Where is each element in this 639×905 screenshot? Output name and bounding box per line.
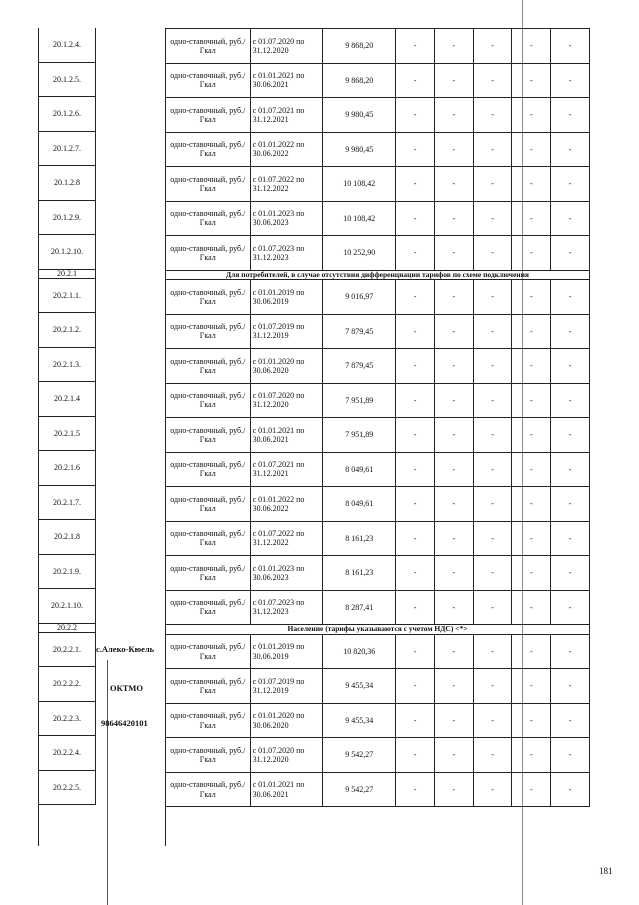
tariff-type-cell: одно-ставочный, руб./Гкал — [166, 669, 251, 704]
row-id: 20.2.1 — [38, 270, 96, 279]
empty-dash-cell: - — [551, 383, 590, 418]
empty-dash-cell: - — [512, 590, 551, 625]
tariff-value-cell: 10 252,90 — [323, 236, 396, 271]
table-row — [166, 383, 590, 418]
tariff-value-cell: 9 455,34 — [323, 703, 396, 738]
period-cell: с 01.07.2020 по 31.12.2020 — [250, 29, 323, 64]
table-row — [166, 167, 590, 202]
empty-dash-cell: - — [396, 556, 435, 591]
scan-line — [107, 660, 108, 905]
empty-dash-cell: - — [551, 132, 590, 167]
empty-dash-cell: - — [512, 167, 551, 202]
row-id: 20.2.2 — [38, 624, 96, 633]
tariff-type-cell: одно-ставочный, руб./Гкал — [166, 236, 251, 271]
empty-dash-cell: - — [434, 590, 473, 625]
empty-dash-cell: - — [434, 349, 473, 384]
empty-dash-cell: - — [396, 452, 435, 487]
tariff-value-cell: 7 879,45 — [323, 349, 396, 384]
section-header: Для потребителей, в случае отсутствия дифференциации тарифов по схеме подключения — [166, 270, 590, 280]
empty-dash-cell: - — [551, 280, 590, 315]
tariff-value-cell: 7 951,89 — [323, 418, 396, 453]
empty-dash-cell: - — [551, 167, 590, 202]
empty-dash-cell: - — [551, 634, 590, 669]
empty-dash-cell: - — [551, 452, 590, 487]
empty-dash-cell: - — [434, 772, 473, 807]
table-row — [166, 63, 590, 98]
tariff-value-cell: 9 868,20 — [323, 63, 396, 98]
empty-dash-cell: - — [434, 738, 473, 773]
oktmo-code: 98646420101 — [101, 718, 148, 728]
empty-dash-cell: - — [473, 314, 512, 349]
tariff-table — [165, 28, 590, 807]
period-cell: с 01.01.2019 по 30.06.2019 — [250, 280, 323, 315]
period-cell: с 01.07.2021 по 31.12.2021 — [250, 98, 323, 133]
section-header: Население (тарифы указываются с учетом НДС) <*> — [166, 625, 590, 635]
period-cell: с 01.01.2020 по 30.06.2020 — [250, 703, 323, 738]
table-row — [166, 556, 590, 591]
tariff-value-cell: 9 542,27 — [323, 772, 396, 807]
period-cell: с 01.01.2023 по 30.06.2023 — [250, 201, 323, 236]
empty-dash-cell: - — [434, 383, 473, 418]
tariff-value-cell: 10 820,36 — [323, 634, 396, 669]
row-id: 20.2.2.1. — [38, 633, 96, 668]
empty-dash-cell: - — [434, 634, 473, 669]
empty-dash-cell: - — [473, 452, 512, 487]
empty-dash-cell: - — [512, 314, 551, 349]
table-row — [166, 772, 590, 807]
tariff-type-cell: одно-ставочный, руб./Гкал — [166, 314, 251, 349]
empty-dash-cell: - — [512, 383, 551, 418]
tariff-type-cell: одно-ставочный, руб./Гкал — [166, 29, 251, 64]
empty-dash-cell: - — [434, 556, 473, 591]
tariff-value-cell: 8 049,61 — [323, 452, 396, 487]
tariff-type-cell: одно-ставочный, руб./Гкал — [166, 201, 251, 236]
period-cell: с 01.07.2019 по 31.12.2019 — [250, 314, 323, 349]
empty-dash-cell: - — [473, 772, 512, 807]
empty-dash-cell: - — [512, 98, 551, 133]
empty-dash-cell: - — [551, 236, 590, 271]
period-cell: с 01.01.2021 по 30.06.2021 — [250, 772, 323, 807]
period-cell: с 01.07.2021 по 31.12.2021 — [250, 452, 323, 487]
empty-dash-cell: - — [473, 738, 512, 773]
tariff-type-cell: одно-ставочный, руб./Гкал — [166, 556, 251, 591]
empty-dash-cell: - — [434, 236, 473, 271]
empty-dash-cell: - — [396, 738, 435, 773]
empty-dash-cell: - — [434, 132, 473, 167]
row-id: 20.1.2.10. — [38, 235, 96, 270]
empty-dash-cell: - — [512, 669, 551, 704]
empty-dash-cell: - — [434, 487, 473, 522]
table-row — [166, 669, 590, 704]
tariff-value-cell: 9 980,45 — [323, 98, 396, 133]
empty-dash-cell: - — [473, 634, 512, 669]
table-row — [166, 132, 590, 167]
empty-dash-cell: - — [434, 280, 473, 315]
empty-dash-cell: - — [396, 201, 435, 236]
tariff-value-cell: 8 161,23 — [323, 556, 396, 591]
empty-dash-cell: - — [396, 383, 435, 418]
tariff-type-cell: одно-ставочный, руб./Гкал — [166, 521, 251, 556]
empty-dash-cell: - — [512, 452, 551, 487]
section-header-row — [166, 625, 590, 635]
empty-dash-cell: - — [512, 349, 551, 384]
empty-dash-cell: - — [551, 29, 590, 64]
empty-dash-cell: - — [396, 98, 435, 133]
tariff-type-cell: одно-ставочный, руб./Гкал — [166, 167, 251, 202]
empty-dash-cell: - — [473, 418, 512, 453]
table-row — [166, 521, 590, 556]
tariff-value-cell: 8 049,61 — [323, 487, 396, 522]
tariff-type-cell: одно-ставочный, руб./Гкал — [166, 63, 251, 98]
empty-dash-cell: - — [512, 703, 551, 738]
row-id: 20.2.2.2. — [38, 667, 96, 702]
section-header-row — [166, 270, 590, 280]
tariff-type-cell: одно-ставочный, руб./Гкал — [166, 280, 251, 315]
empty-dash-cell: - — [434, 703, 473, 738]
tariff-type-cell: одно-ставочный, руб./Гкал — [166, 738, 251, 773]
row-id: 20.2.2.3. — [38, 702, 96, 737]
empty-dash-cell: - — [512, 132, 551, 167]
tariff-value-cell: 8 161,23 — [323, 521, 396, 556]
tariff-type-cell: одно-ставочный, руб./Гкал — [166, 132, 251, 167]
tariff-value-cell: 10 108,42 — [323, 201, 396, 236]
period-cell: с 01.07.2019 по 31.12.2019 — [250, 669, 323, 704]
table-row — [166, 314, 590, 349]
tariff-type-cell: одно-ставочный, руб./Гкал — [166, 772, 251, 807]
tariff-type-cell: одно-ставочный, руб./Гкал — [166, 487, 251, 522]
empty-dash-cell: - — [473, 98, 512, 133]
empty-dash-cell: - — [473, 236, 512, 271]
empty-dash-cell: - — [434, 418, 473, 453]
empty-dash-cell: - — [396, 487, 435, 522]
period-cell: с 01.01.2021 по 30.06.2021 — [250, 418, 323, 453]
period-cell: с 01.07.2023 по 31.12.2023 — [250, 236, 323, 271]
oktmo-label: ОКТМО — [110, 683, 143, 693]
empty-dash-cell: - — [396, 63, 435, 98]
row-id: 20.2.1.5 — [38, 417, 96, 452]
tariff-type-cell: одно-ставочный, руб./Гкал — [166, 590, 251, 625]
empty-dash-cell: - — [396, 418, 435, 453]
empty-dash-cell: - — [396, 167, 435, 202]
empty-dash-cell: - — [551, 521, 590, 556]
empty-dash-cell: - — [512, 418, 551, 453]
empty-dash-cell: - — [473, 521, 512, 556]
table-row — [166, 452, 590, 487]
empty-dash-cell: - — [396, 236, 435, 271]
empty-dash-cell: - — [551, 418, 590, 453]
row-id: 20.1.2.6. — [38, 97, 96, 132]
empty-dash-cell: - — [473, 29, 512, 64]
period-cell: с 01.01.2020 по 30.06.2020 — [250, 349, 323, 384]
empty-dash-cell: - — [512, 772, 551, 807]
empty-dash-cell: - — [551, 556, 590, 591]
tariff-type-cell: одно-ставочный, руб./Гкал — [166, 349, 251, 384]
empty-dash-cell: - — [551, 487, 590, 522]
empty-dash-cell: - — [473, 201, 512, 236]
tariff-value-cell: 7 951,89 — [323, 383, 396, 418]
empty-dash-cell: - — [512, 201, 551, 236]
empty-dash-cell: - — [512, 556, 551, 591]
tariff-type-cell: одно-ставочный, руб./Гкал — [166, 98, 251, 133]
empty-dash-cell: - — [434, 98, 473, 133]
period-cell: с 01.01.2021 по 30.06.2021 — [250, 63, 323, 98]
row-id: 20.1.2.4. — [38, 28, 96, 63]
empty-dash-cell: - — [473, 556, 512, 591]
empty-dash-cell: - — [434, 63, 473, 98]
empty-dash-cell: - — [434, 29, 473, 64]
table-row — [166, 201, 590, 236]
empty-dash-cell: - — [473, 280, 512, 315]
empty-dash-cell: - — [396, 314, 435, 349]
period-cell: с 01.01.2019 по 30.06.2019 — [250, 634, 323, 669]
table-row — [166, 29, 590, 64]
period-cell: с 01.07.2020 по 31.12.2020 — [250, 383, 323, 418]
empty-dash-cell: - — [551, 738, 590, 773]
empty-dash-cell: - — [473, 63, 512, 98]
empty-dash-cell: - — [473, 590, 512, 625]
period-cell: с 01.01.2022 по 30.06.2022 — [250, 487, 323, 522]
row-id: 20.2.1.4 — [38, 382, 96, 417]
tariff-type-cell: одно-ставочный, руб./Гкал — [166, 418, 251, 453]
tariff-value-cell: 10 108,42 — [323, 167, 396, 202]
empty-dash-cell: - — [396, 772, 435, 807]
empty-dash-cell: - — [512, 236, 551, 271]
row-id: 20.1.2.5. — [38, 63, 96, 98]
row-id: 20.2.1.9. — [38, 555, 96, 590]
period-cell: с 01.07.2023 по 31.12.2023 — [250, 590, 323, 625]
table-row — [166, 418, 590, 453]
tariff-value-cell: 9 455,34 — [323, 669, 396, 704]
table-row — [166, 98, 590, 133]
tariff-type-cell: одно-ставочный, руб./Гкал — [166, 703, 251, 738]
empty-dash-cell: - — [473, 669, 512, 704]
tariff-type-cell: одно-ставочный, руб./Гкал — [166, 634, 251, 669]
empty-dash-cell: - — [434, 167, 473, 202]
tariff-value-cell: 9 868,20 — [323, 29, 396, 64]
empty-dash-cell: - — [551, 772, 590, 807]
empty-dash-cell: - — [512, 738, 551, 773]
table-row — [166, 590, 590, 625]
empty-dash-cell: - — [551, 201, 590, 236]
empty-dash-cell: - — [473, 167, 512, 202]
period-cell: с 01.07.2022 по 31.12.2022 — [250, 521, 323, 556]
empty-dash-cell: - — [512, 521, 551, 556]
empty-dash-cell: - — [396, 132, 435, 167]
empty-dash-cell: - — [434, 314, 473, 349]
row-id: 20.2.2.5. — [38, 771, 96, 806]
empty-dash-cell: - — [434, 452, 473, 487]
tariff-value-cell: 9 980,45 — [323, 132, 396, 167]
period-cell: с 01.07.2022 по 31.12.2022 — [250, 167, 323, 202]
page-number: 181 — [599, 866, 613, 876]
empty-dash-cell: - — [396, 280, 435, 315]
empty-dash-cell: - — [396, 349, 435, 384]
row-id: 20.2.1.2. — [38, 313, 96, 348]
empty-dash-cell: - — [473, 487, 512, 522]
row-id: 20.2.1.10. — [38, 589, 96, 624]
tariff-value-cell: 9 542,27 — [323, 738, 396, 773]
empty-dash-cell: - — [512, 63, 551, 98]
row-id: 20.2.1.7. — [38, 486, 96, 521]
empty-dash-cell: - — [551, 314, 590, 349]
empty-dash-cell: - — [434, 521, 473, 556]
empty-dash-cell: - — [512, 280, 551, 315]
empty-dash-cell: - — [473, 383, 512, 418]
tariff-type-cell: одно-ставочный, руб./Гкал — [166, 452, 251, 487]
row-id: 20.2.1.3. — [38, 348, 96, 383]
empty-dash-cell: - — [551, 98, 590, 133]
tariff-value-cell: 8 287,41 — [323, 590, 396, 625]
period-cell: с 01.01.2023 по 30.06.2023 — [250, 556, 323, 591]
table-row — [166, 280, 590, 315]
tariff-value-cell: 9 016,97 — [323, 280, 396, 315]
empty-dash-cell: - — [434, 669, 473, 704]
locality-name: с.Алеко-Кюель — [96, 644, 155, 654]
tariff-value-cell: 7 879,45 — [323, 314, 396, 349]
table-row — [166, 349, 590, 384]
empty-dash-cell: - — [396, 703, 435, 738]
empty-dash-cell: - — [396, 634, 435, 669]
empty-dash-cell: - — [551, 703, 590, 738]
row-id: 20.2.1.8 — [38, 520, 96, 555]
period-cell: с 01.01.2022 по 30.06.2022 — [250, 132, 323, 167]
row-id: 20.2.1.1. — [38, 279, 96, 314]
row-id: 20.1.2.7. — [38, 132, 96, 167]
table-row — [166, 634, 590, 669]
empty-dash-cell: - — [396, 521, 435, 556]
table-row — [166, 236, 590, 271]
empty-dash-cell: - — [396, 29, 435, 64]
empty-dash-cell: - — [396, 669, 435, 704]
table-row — [166, 703, 590, 738]
row-id: 20.2.1.6 — [38, 451, 96, 486]
empty-dash-cell: - — [551, 63, 590, 98]
table-row — [166, 487, 590, 522]
period-cell: с 01.07.2020 по 31.12.2020 — [250, 738, 323, 773]
tariff-type-cell: одно-ставочный, руб./Гкал — [166, 383, 251, 418]
row-id: 20.1.2.8 — [38, 166, 96, 201]
empty-dash-cell: - — [473, 132, 512, 167]
empty-dash-cell: - — [512, 29, 551, 64]
empty-dash-cell: - — [551, 669, 590, 704]
table-row — [166, 738, 590, 773]
empty-dash-cell: - — [434, 201, 473, 236]
empty-dash-cell: - — [396, 590, 435, 625]
empty-dash-cell: - — [473, 703, 512, 738]
empty-dash-cell: - — [551, 590, 590, 625]
empty-dash-cell: - — [551, 349, 590, 384]
empty-dash-cell: - — [512, 487, 551, 522]
row-id: 20.2.2.4. — [38, 736, 96, 771]
empty-dash-cell: - — [473, 349, 512, 384]
row-id: 20.1.2.9. — [38, 201, 96, 236]
empty-dash-cell: - — [512, 634, 551, 669]
